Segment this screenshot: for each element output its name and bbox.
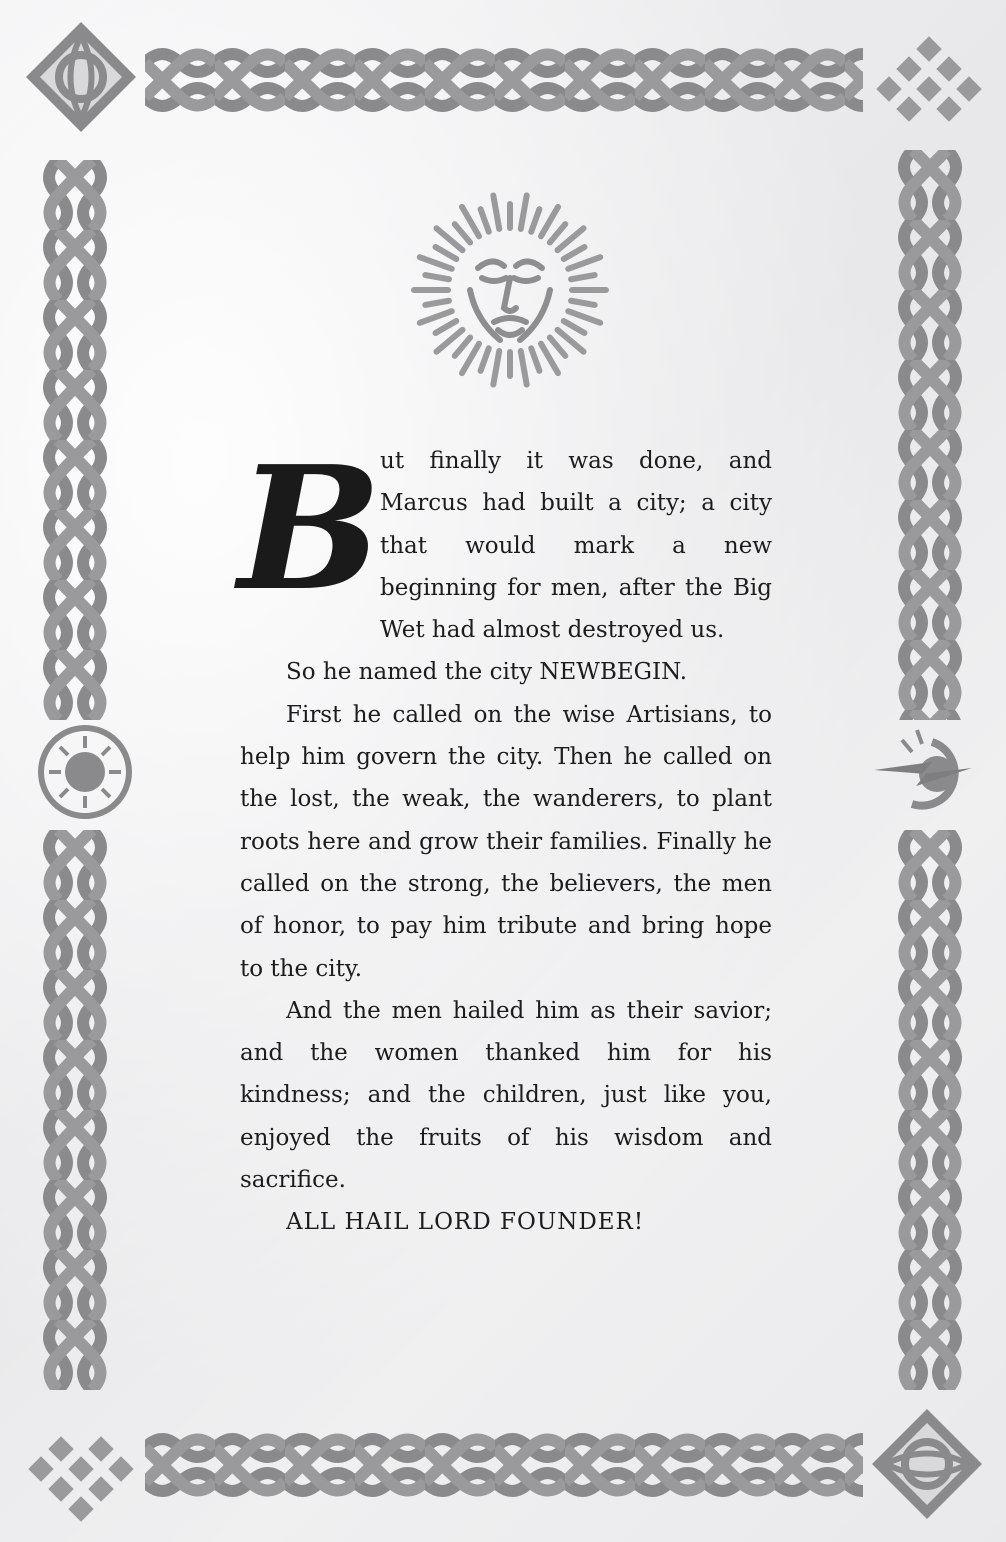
sun-ray: [521, 351, 527, 384]
sun-ray: [420, 311, 452, 323]
sun-ray: [564, 247, 585, 259]
top-knot-border: [145, 45, 863, 115]
drop-cap: B: [238, 429, 382, 629]
sun-ray: [436, 247, 457, 259]
sun-ray: [481, 348, 489, 371]
sun-ray: [571, 301, 595, 305]
paragraph-3: First he called on the wise Artisians, to help him govern the city. Then he called on the lost, the weak, the wanderers, to plant roots here and grow their families. Finally he called on the strong, the believers, the men of honor, to pay him tribute and bring hope to the city.: [240, 701, 772, 982]
paragraph-1: ut finally it was done, and Marcus had built a city; a city that would mark a new beginning for men, after the Big Wet had almost destroyed us.: [380, 448, 772, 644]
sun-ray: [531, 348, 539, 371]
sun-ray: [568, 257, 600, 269]
sun-ray: [455, 224, 470, 242]
right-knot-border-upper: [895, 150, 967, 720]
sun-ray: [564, 321, 585, 333]
left-knot-border-lower: [40, 830, 112, 1390]
sun-ray: [550, 337, 565, 355]
paragraph-2: So he named the city NEWBEGIN.: [286, 659, 688, 686]
bottom-knot-border: [145, 1430, 863, 1500]
paragraph-4: And the men hailed him as their savior; and the women thanked him for his kindness; and the children, just like you, enjoyed the fruits of his wisdom and sacrifice.: [240, 997, 772, 1194]
sun-face-icon: [410, 190, 610, 390]
left-knot-border-upper: [40, 160, 112, 720]
sun-ray: [521, 195, 527, 228]
celtic-corner-icon-top-right: [870, 30, 988, 148]
sun-ray: [493, 195, 499, 228]
sun-ray: [425, 275, 449, 279]
celtic-corner-icon-bottom-right: [868, 1405, 986, 1523]
sun-ray: [568, 311, 600, 323]
sun-ray: [436, 321, 457, 333]
sun-ray: [531, 209, 539, 232]
sun-ray: [571, 275, 595, 279]
celtic-corner-icon-top-left: [22, 18, 140, 136]
story-text: [238, 429, 772, 1244]
sun-medallion-icon: [35, 722, 135, 822]
right-knot-border-lower: [895, 830, 967, 1390]
sun-ray: [481, 209, 489, 232]
sun-ray: [425, 301, 449, 305]
paragraph-5: ALL HAIL LORD FOUNDER!: [286, 1209, 645, 1236]
sun-ray: [550, 224, 565, 242]
sun-ray: [493, 351, 499, 384]
celtic-corner-icon-bottom-left: [22, 1410, 140, 1528]
sun-ray: [455, 337, 470, 355]
sun-ray: [420, 257, 452, 269]
lightning-medallion-icon: [872, 722, 982, 822]
